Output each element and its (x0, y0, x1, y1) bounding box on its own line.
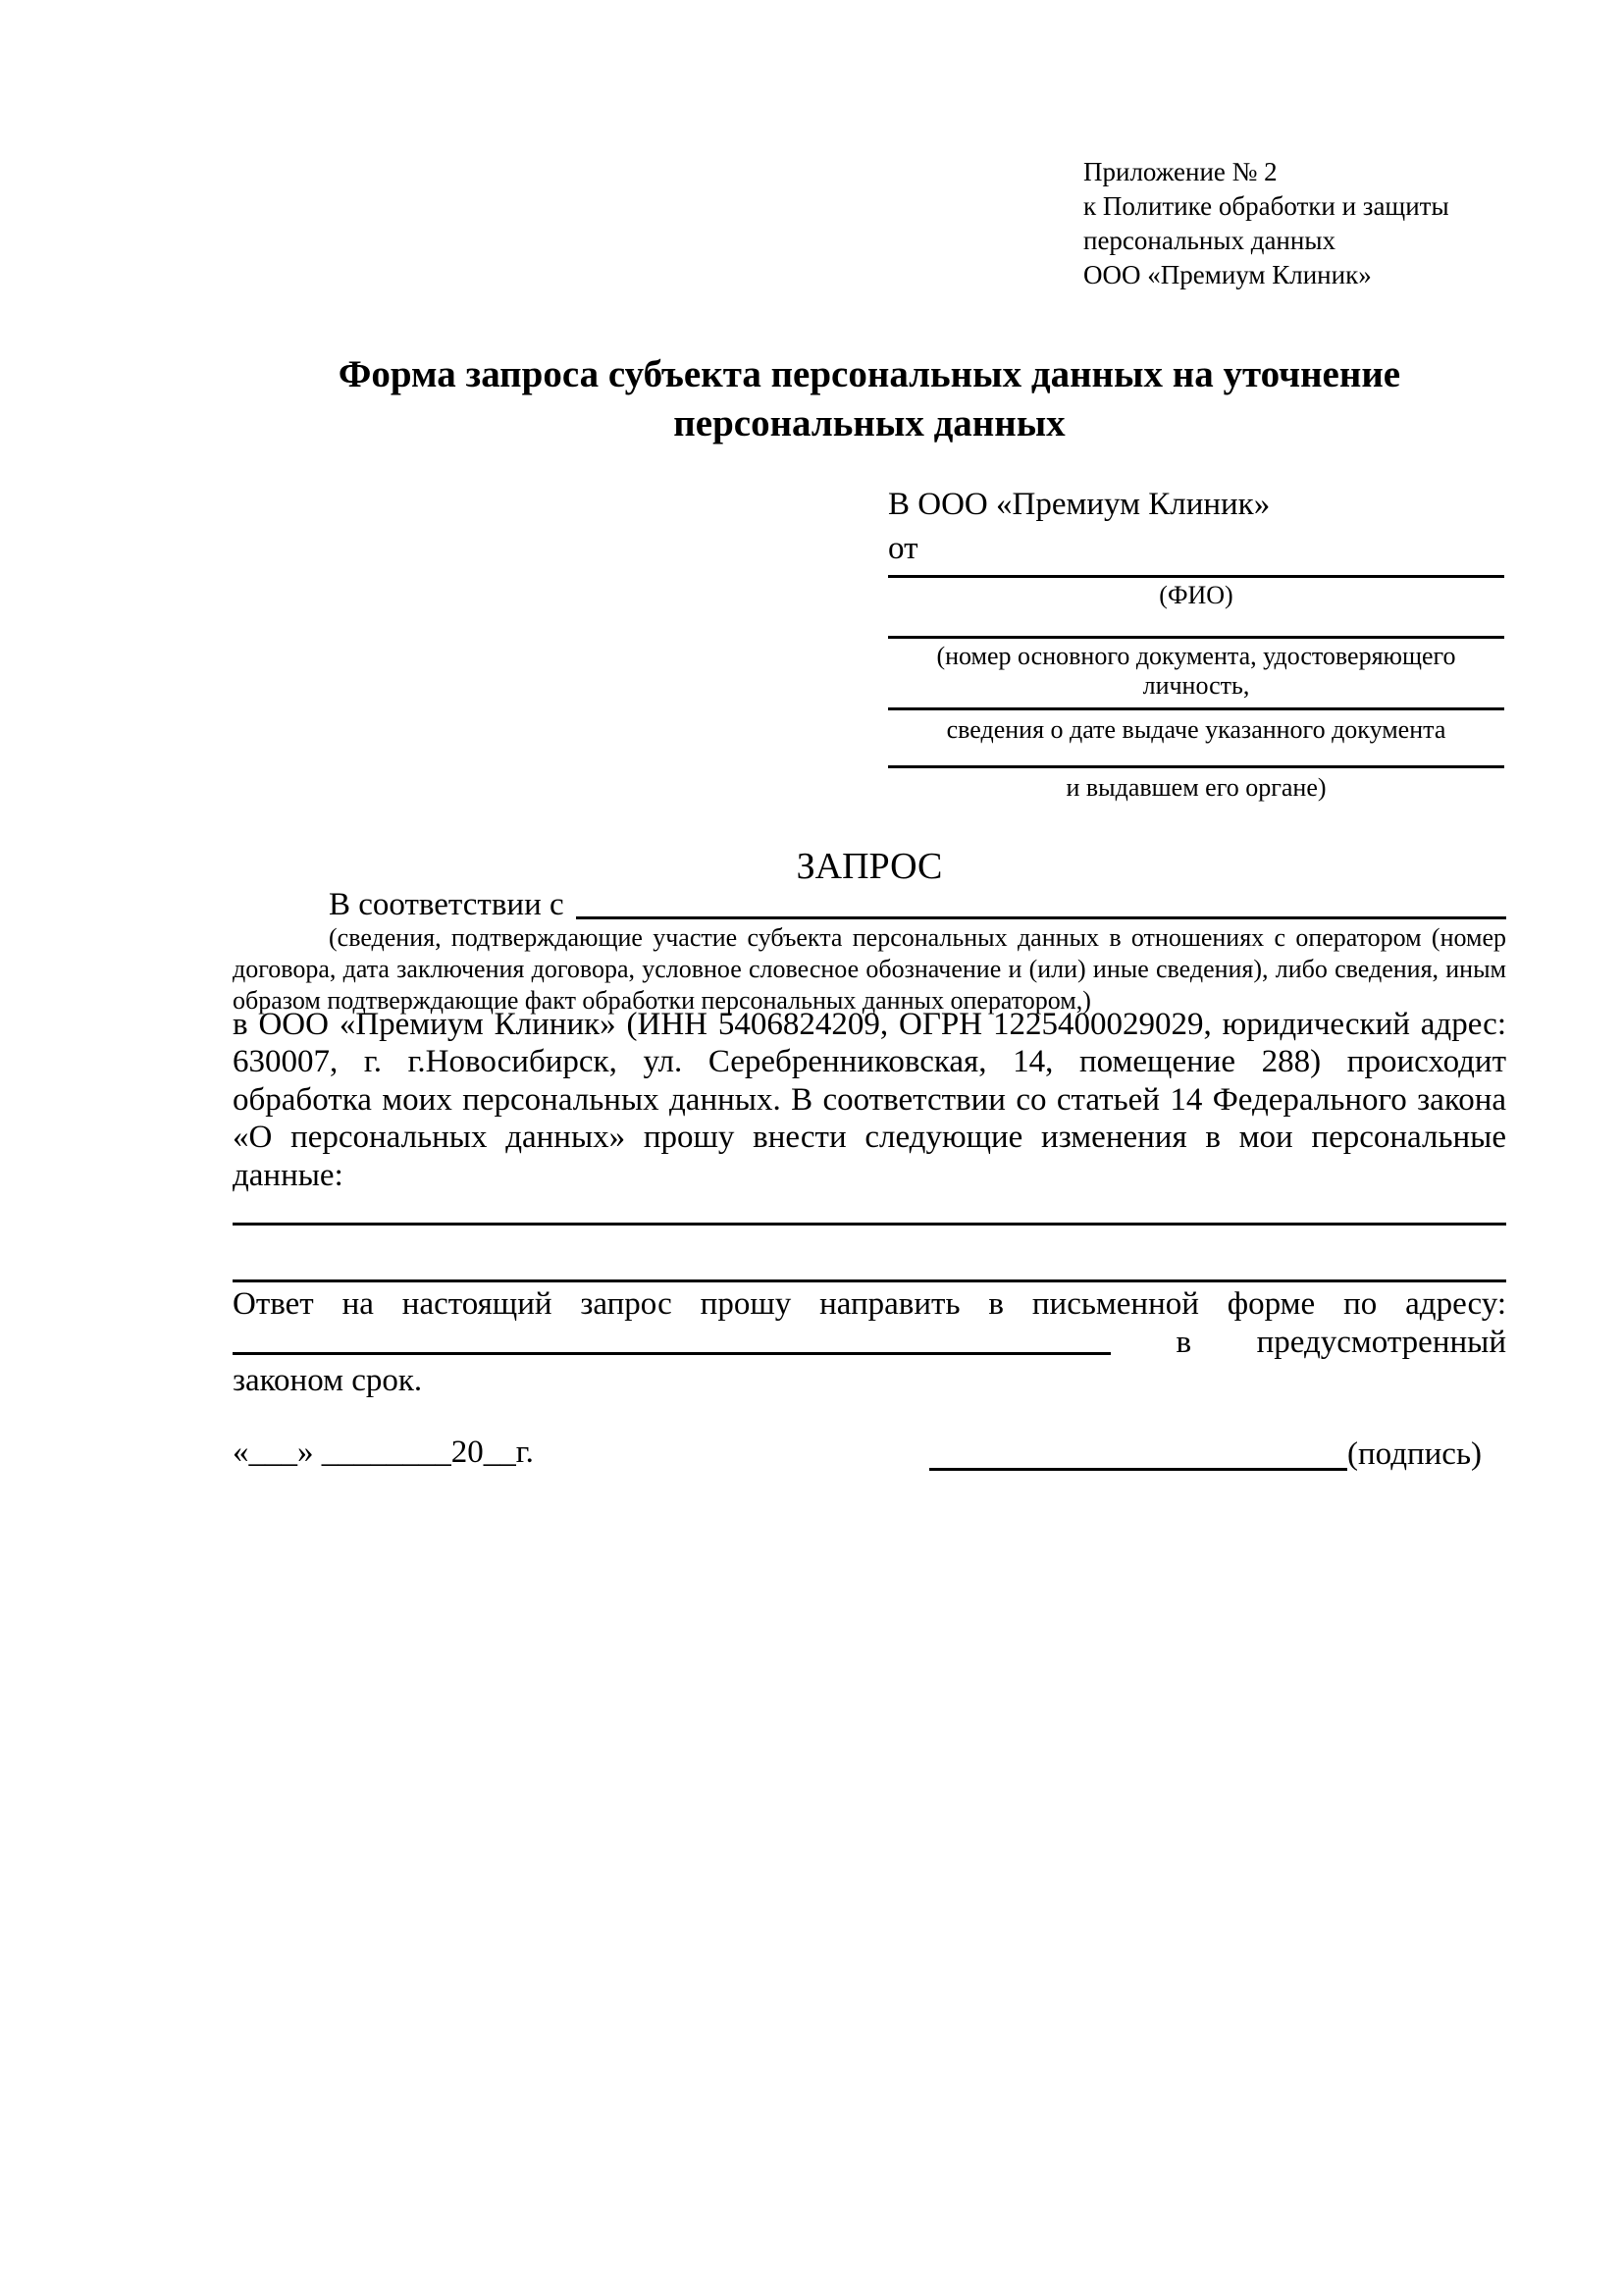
blank-line-changes-1 (233, 1193, 1506, 1226)
appendix-line-1: Приложение № 2 (1083, 157, 1278, 186)
addressee-from-label: от (888, 531, 918, 566)
caption-issue-date: сведения о дате выдаче указанного документа (946, 715, 1446, 744)
blank-line-issuing-authority (888, 736, 1504, 768)
signature-caption: (подпись) (1347, 1436, 1482, 1472)
appendix-line-4: ООО «Премиум Клиник» (1083, 260, 1372, 289)
appendix-line-3: персональных данных (1083, 226, 1335, 255)
intro-caption: (сведения, подтверждающие участие субъекта персональных данных в отношениях с оператором (номер договора, дата заключения договора, условное словесное обозначение и (или) иные сведения), либо сведения, иным образом подтверждающие факт обработки персональных данных оператором,) (233, 923, 1506, 1015)
appendix-line-2: к Политике обработки и защиты (1083, 191, 1449, 221)
blank-line-changes-2 (233, 1250, 1506, 1282)
appendix-note (1083, 155, 1449, 292)
reply-line-lawful-term: законом срок. (233, 1363, 423, 1398)
document-title: Форма запроса субъекта персональных данных на уточнение персональных данных (338, 353, 1401, 444)
request-heading: ЗАПРОС (796, 846, 943, 887)
blank-line-issue-date (888, 678, 1504, 710)
intro-blank-line (576, 885, 1506, 919)
intro-label: В соответствии с (329, 887, 564, 922)
request-body-paragraph: в ООО «Премиум Клиник» (ИНН 5406824209, ОГРН 1225400029029, юридический адрес: 630007, г. г.Новосибирск, ул. Серебренниковская, 14, помещение 288) происходит обработка моих персональных данных. В соответствии со статьей 14 Федерального закона «О персональных данных» прошу внести следующие изменения в мои персональные данные: (233, 1007, 1506, 1193)
caption-issuing-authority: и выдавшем его органе) (1066, 773, 1327, 802)
reply-word-term: предусмотренный (1256, 1325, 1506, 1360)
reply-paragraph-line-2 (233, 1325, 1506, 1360)
reply-address-blank-line (233, 1325, 1111, 1355)
signature-blank-line (929, 1438, 1347, 1471)
blank-line-document-number (888, 606, 1504, 639)
intro-row (233, 885, 1506, 924)
reply-paragraph-line-1: Ответ на настоящий запрос прошу направить в письменной форме по адресу: (233, 1286, 1506, 1322)
addressee-to: В ООО «Премиум Клиник» (888, 487, 1271, 522)
caption-fio: (ФИО) (1159, 581, 1233, 609)
date-line: «___» ________20__г. (233, 1435, 534, 1470)
caption-document-number: (номер основного документа, удостоверяющего личность, (936, 642, 1456, 700)
blank-line-fio (888, 546, 1504, 578)
reply-word-v: в (1176, 1325, 1192, 1360)
